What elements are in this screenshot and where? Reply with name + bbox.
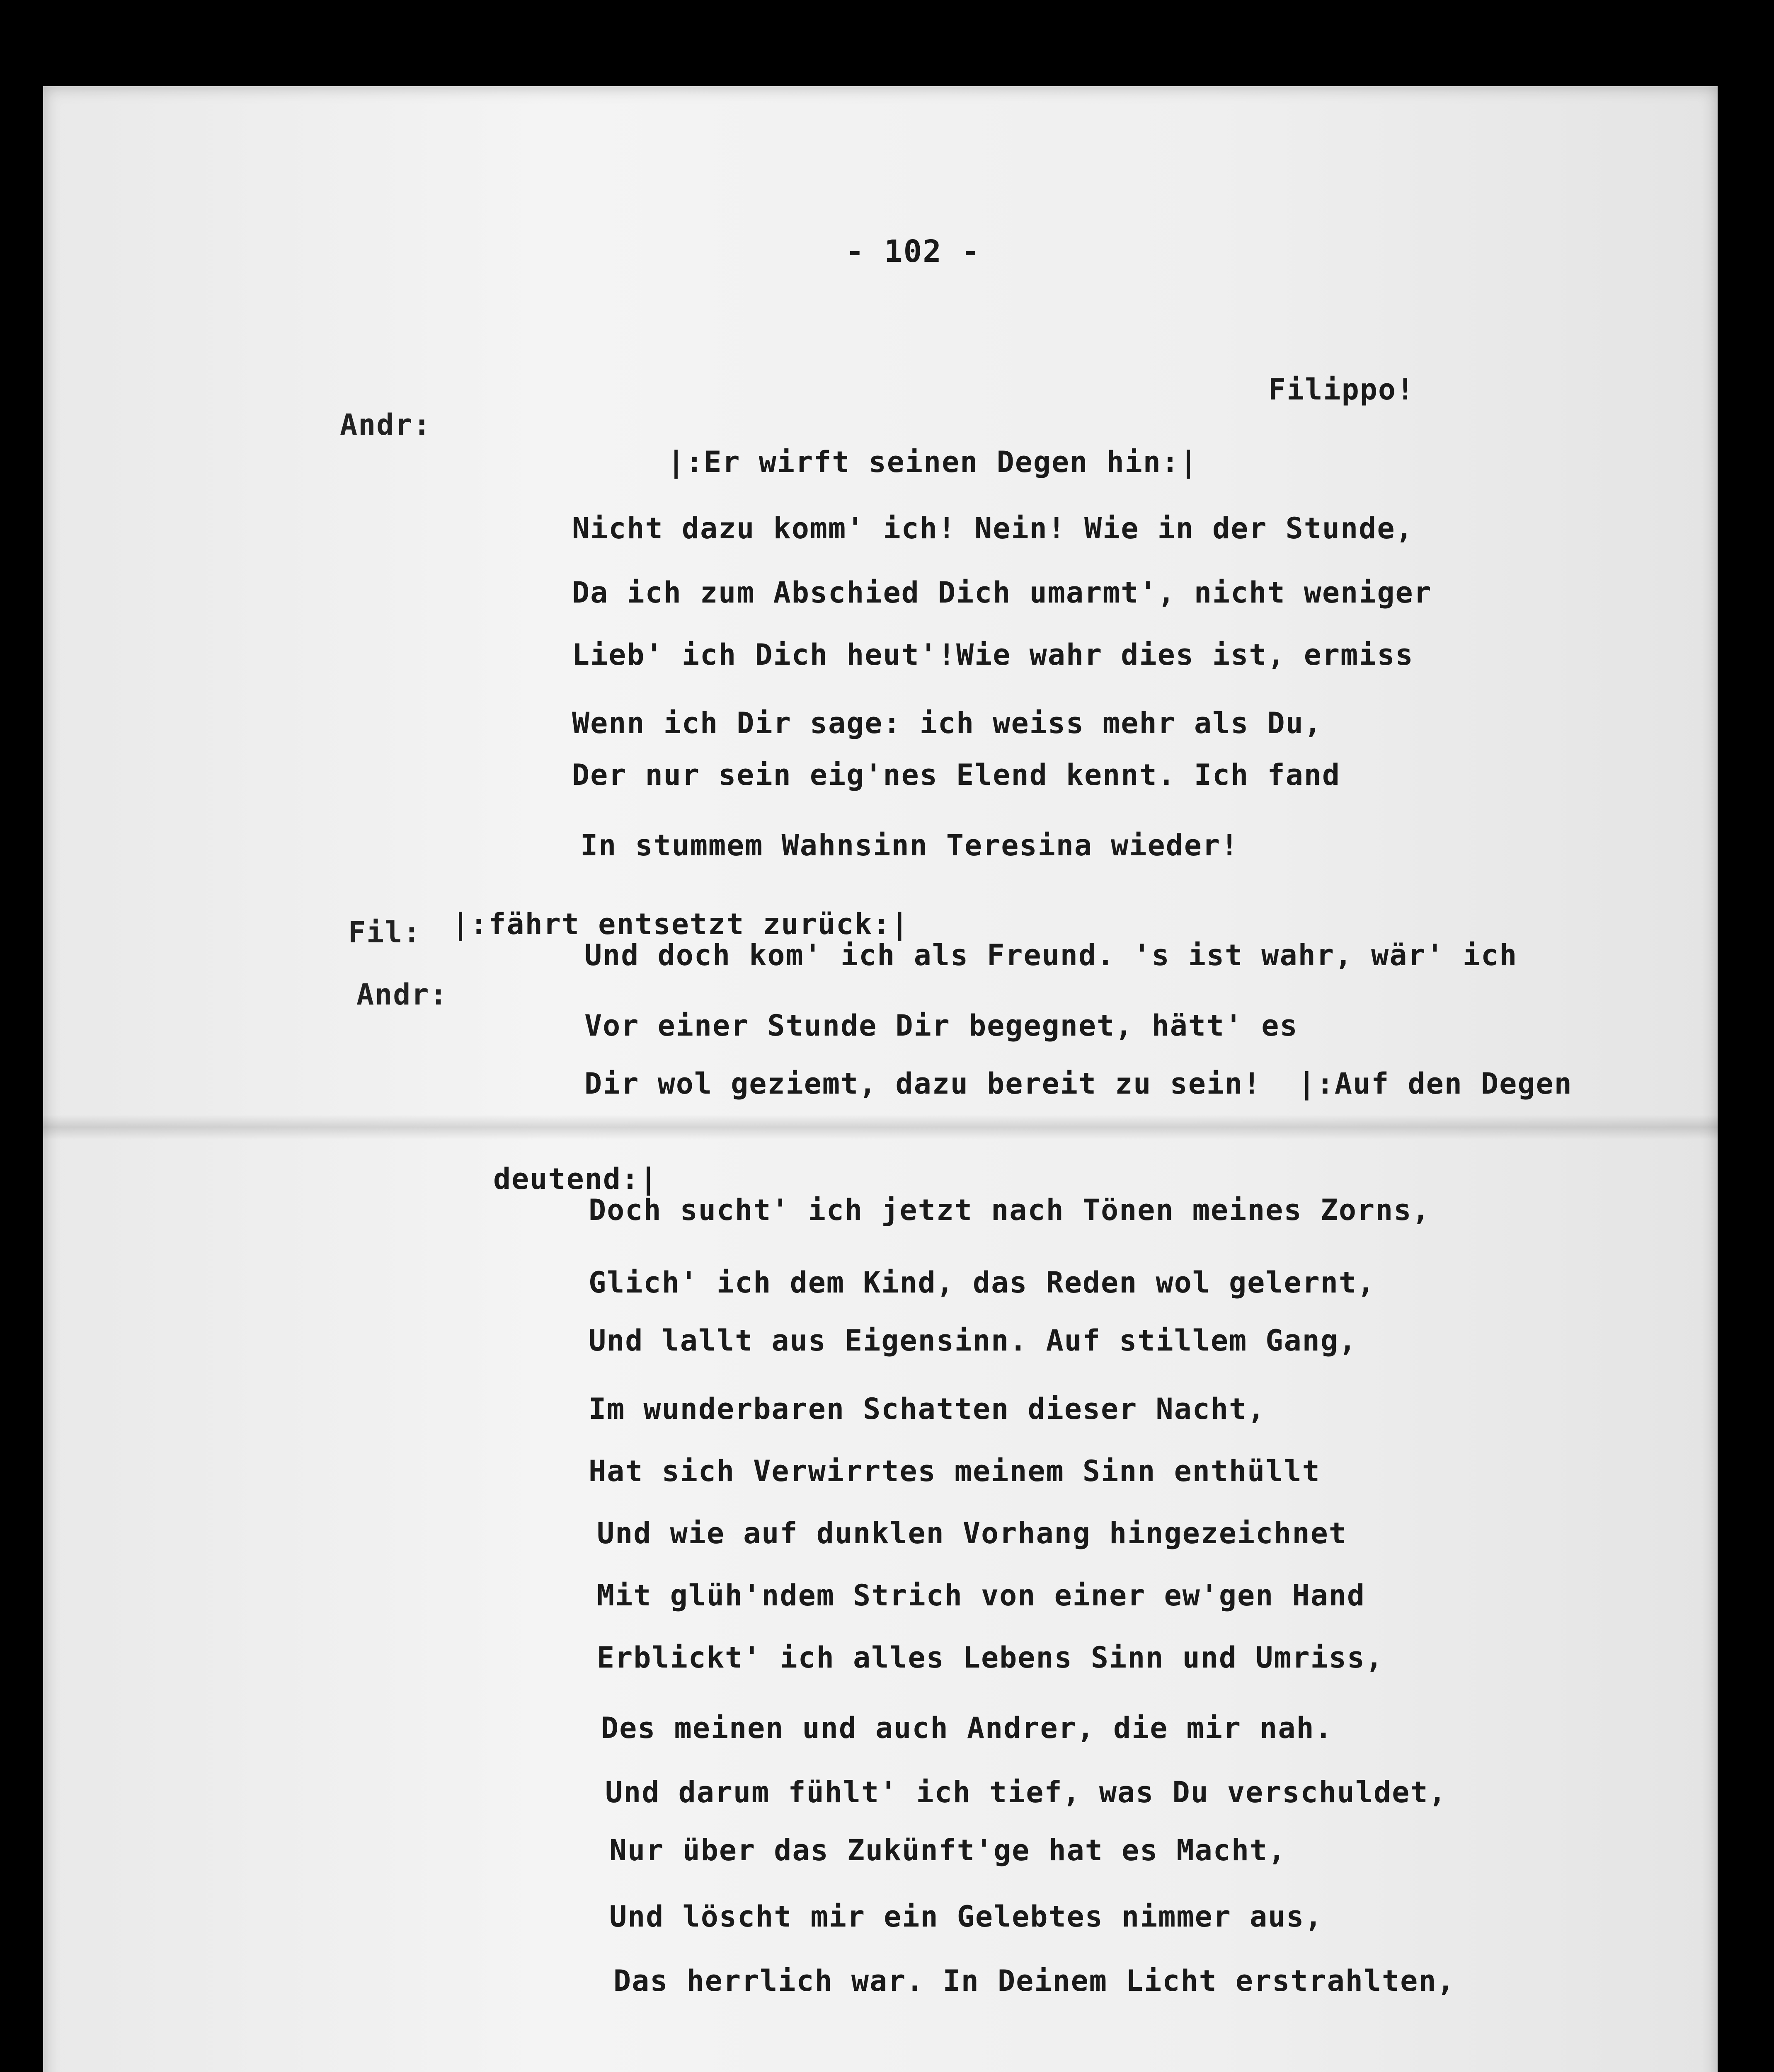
verse-line: Filippo! bbox=[1268, 373, 1415, 407]
page-fold bbox=[43, 1115, 1718, 1140]
speaker-label: Andr: bbox=[356, 978, 448, 1012]
verse-line: Im wunderbaren Schatten dieser Nacht, bbox=[589, 1392, 1266, 1426]
speaker-label: Andr: bbox=[340, 408, 431, 442]
verse-line: Und löscht mir ein Gelebtes nimmer aus, bbox=[609, 1900, 1323, 1934]
verse-line: Hat sich Verwirrtes meinem Sinn enthüllt bbox=[589, 1454, 1321, 1488]
verse-line: Wenn ich Dir sage: ich weiss mehr als Du, bbox=[572, 706, 1322, 740]
verse-line: Mit glüh'ndem Strich von einer ew'gen Hand bbox=[597, 1578, 1366, 1612]
verse-line: Doch sucht' ich jetzt nach Tönen meines Zorns, bbox=[589, 1193, 1430, 1227]
verse-line: Vor einer Stunde Dir begegnet, hätt' es bbox=[584, 1009, 1298, 1043]
verse-line: Und darum fühlt' ich tief, was Du verschuldet, bbox=[605, 1775, 1447, 1809]
verse-line: Erblickt' ich alles Lebens Sinn und Umriss, bbox=[597, 1641, 1384, 1675]
verse-line: Dir wol geziemt, dazu bereit zu sein! |:Auf den Degen bbox=[584, 1067, 1573, 1101]
verse-line: Und wie auf dunklen Vorhang hingezeichnet bbox=[597, 1516, 1347, 1550]
verse-line: Des meinen und auch Andrer, die mir nah. bbox=[601, 1711, 1333, 1745]
stage-direction: deutend:| bbox=[493, 1162, 658, 1196]
verse-line: Und lallt aus Eigensinn. Auf stillem Gang, bbox=[589, 1324, 1357, 1358]
verse-line: Nur über das Zukünft'ge hat es Macht, bbox=[609, 1833, 1287, 1867]
stage-direction: |:Er wirft seinen Degen hin:| bbox=[667, 445, 1198, 479]
verse-line: Da ich zum Abschied Dich umarmt', nicht weniger bbox=[572, 576, 1432, 610]
page-number: - 102 - bbox=[846, 234, 981, 269]
verse-line: Lieb' ich Dich heut'!Wie wahr dies ist, ermiss bbox=[572, 638, 1414, 672]
stage-direction: |:fährt entsetzt zurück:| bbox=[452, 907, 909, 941]
verse-line: Glich' ich dem Kind, das Reden wol gelernt, bbox=[589, 1266, 1376, 1300]
verse-line: In stummem Wahnsinn Teresina wieder! bbox=[580, 828, 1239, 862]
verse-line: Das herrlich war. In Deinem Licht erstrahlten, bbox=[613, 1964, 1455, 1998]
speaker-label: Fil: bbox=[348, 915, 422, 949]
verse-line: Der nur sein eig'nes Elend kennt. Ich fand bbox=[572, 758, 1341, 792]
verse-line: Und doch kom' ich als Freund. 's ist wahr, wär' ich bbox=[584, 938, 1518, 972]
verse-line: Nicht dazu komm' ich! Nein! Wie in der Stunde, bbox=[572, 511, 1414, 545]
